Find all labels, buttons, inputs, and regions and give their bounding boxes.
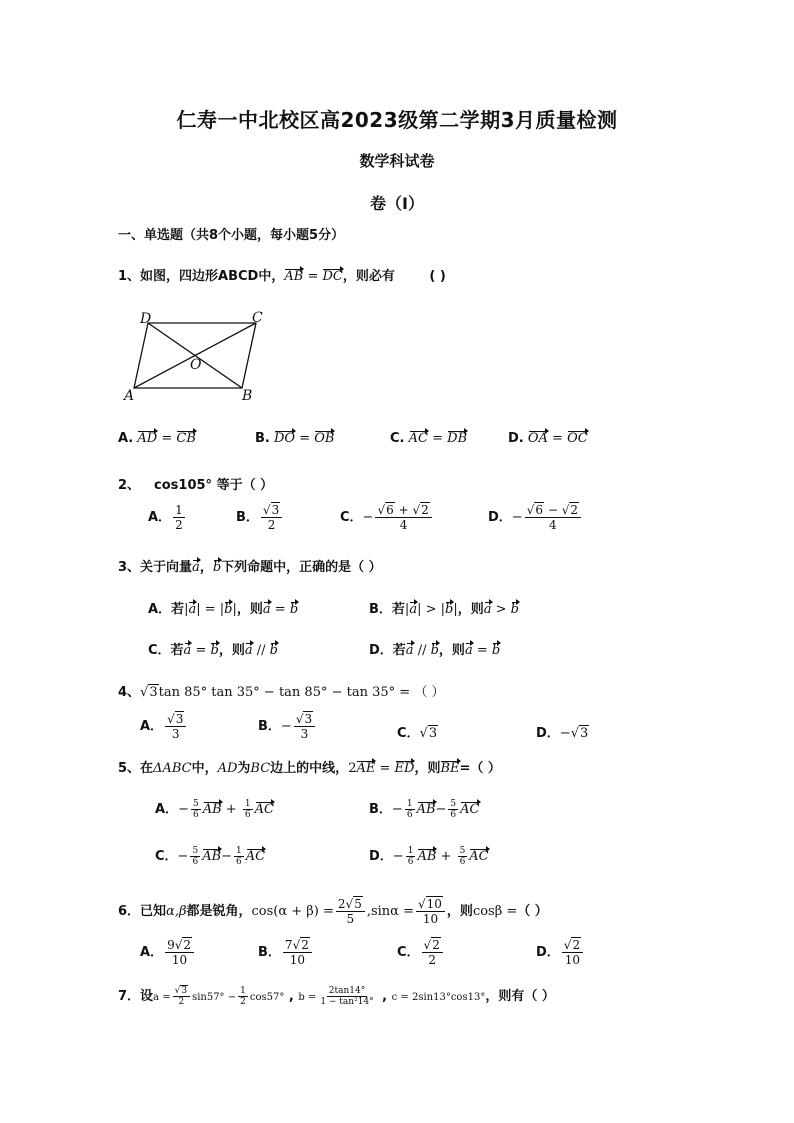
q6-option-a[interactable]: A． $\frac{9√2}{10}$ <box>140 938 196 967</box>
question-7: 7．设a = $\frac{√3}{2}$ sin57° − $\frac{1}{2}$ cos57° , b = $\frac{2\tan 14^\circ}{\text{1 − tan²14°}}$ , c = 2sin13°cos13°，则有（ ） <box>118 986 555 1007</box>
q6-option-c[interactable]: C． $\frac{√2}{2}$ <box>397 938 445 967</box>
q1-option-c[interactable]: C. AC = DB <box>390 431 468 446</box>
q1-option-b[interactable]: B. DO = OB <box>255 431 335 446</box>
diagonal-ca <box>134 323 256 388</box>
q1-option-a[interactable]: A. AD = CB <box>118 431 196 446</box>
question-1: 1、如图，四边形ABCD中，AB = DC，则必有 ( ) <box>118 269 446 284</box>
parallelogram-figure <box>118 305 278 405</box>
label-c: C <box>252 310 263 326</box>
q5-option-c[interactable]: C．− $\frac{5}{6}$ AB− $\frac{1}{6}$ AC <box>155 846 266 867</box>
q3-option-d[interactable]: D．若a // b，则a = b <box>369 643 501 658</box>
label-o: O <box>190 357 202 373</box>
q3-option-b[interactable]: B．若|a| > |b|，则a > b <box>369 602 519 617</box>
question-4: 4、√3tan 85° tan 35° − tan 85° − tan 35° = （ ） <box>118 685 445 700</box>
q1-option-d[interactable]: D. OA = OC <box>508 431 588 446</box>
question-3: 3、关于向量a，b下列命题中，正确的是（ ） <box>118 560 382 575</box>
q6-option-d[interactable]: D． $\frac{√2}{10}$ <box>536 938 585 967</box>
q5-option-a[interactable]: A．− $\frac{5}{6}$ AB + $\frac{1}{6}$ AC <box>155 799 274 820</box>
q2-option-d[interactable]: D．− $\frac{√6 - √2}{4}$ <box>488 503 583 532</box>
q3-option-a[interactable]: A．若|a| = |b|，则a = b <box>148 602 299 617</box>
label-d: D <box>140 311 152 327</box>
q5-option-d[interactable]: D．− $\frac{1}{6}$ AB + $\frac{5}{6}$ AC <box>369 846 489 867</box>
exam-subtitle: 数学科试卷 <box>359 152 435 170</box>
q2-option-c[interactable]: C．− $\frac{√6 + √2}{4}$ <box>340 503 434 532</box>
label-b: B <box>242 388 253 404</box>
volume-label: 卷（I） <box>370 194 424 213</box>
exam-title: 仁寿一中北校区高2023级第二学期3月质量检测 <box>176 108 618 132</box>
section-heading: 一、单选题（共8个小题，每小题5分） <box>118 228 345 243</box>
q6-option-b[interactable]: B． $\frac{7√2}{10}$ <box>258 938 314 967</box>
q5-option-b[interactable]: B．− $\frac{1}{6}$ AB− $\frac{5}{6}$ AC <box>369 799 480 820</box>
q3-option-c[interactable]: C．若a = b，则a // b <box>148 643 278 658</box>
label-a: A <box>124 388 135 404</box>
q1-prefix: 1、如图，四边形ABCD中， <box>118 269 285 284</box>
q1-suffix: ，则必有 <box>342 269 400 284</box>
q4-option-d[interactable]: D．−√3 <box>536 726 589 741</box>
question-2: 2、 cos105° 等于（ ） <box>118 478 274 493</box>
q4-option-b[interactable]: B．− $\frac{√3}{3}$ <box>258 712 317 741</box>
question-6: 6．已知α,β都是锐角，cos(α + β) = $\frac{2√5}{5}$ ,sinα = $\frac{√10}{10}$ ，则cosβ =（ ） <box>118 897 548 926</box>
q2-option-a[interactable]: A． $\frac{1}{2}$ <box>148 503 183 532</box>
q2-option-b[interactable]: B． $\frac{√3}{2}$ <box>236 503 284 532</box>
question-5: 5、在ΔABC中，AD为BC边上的中线，2AE = ED，则BE=（ ） <box>118 761 501 776</box>
q4-option-a[interactable]: A． $\frac{√3}{3}$ <box>140 712 188 741</box>
q4-option-c[interactable]: C．√3 <box>397 726 438 741</box>
